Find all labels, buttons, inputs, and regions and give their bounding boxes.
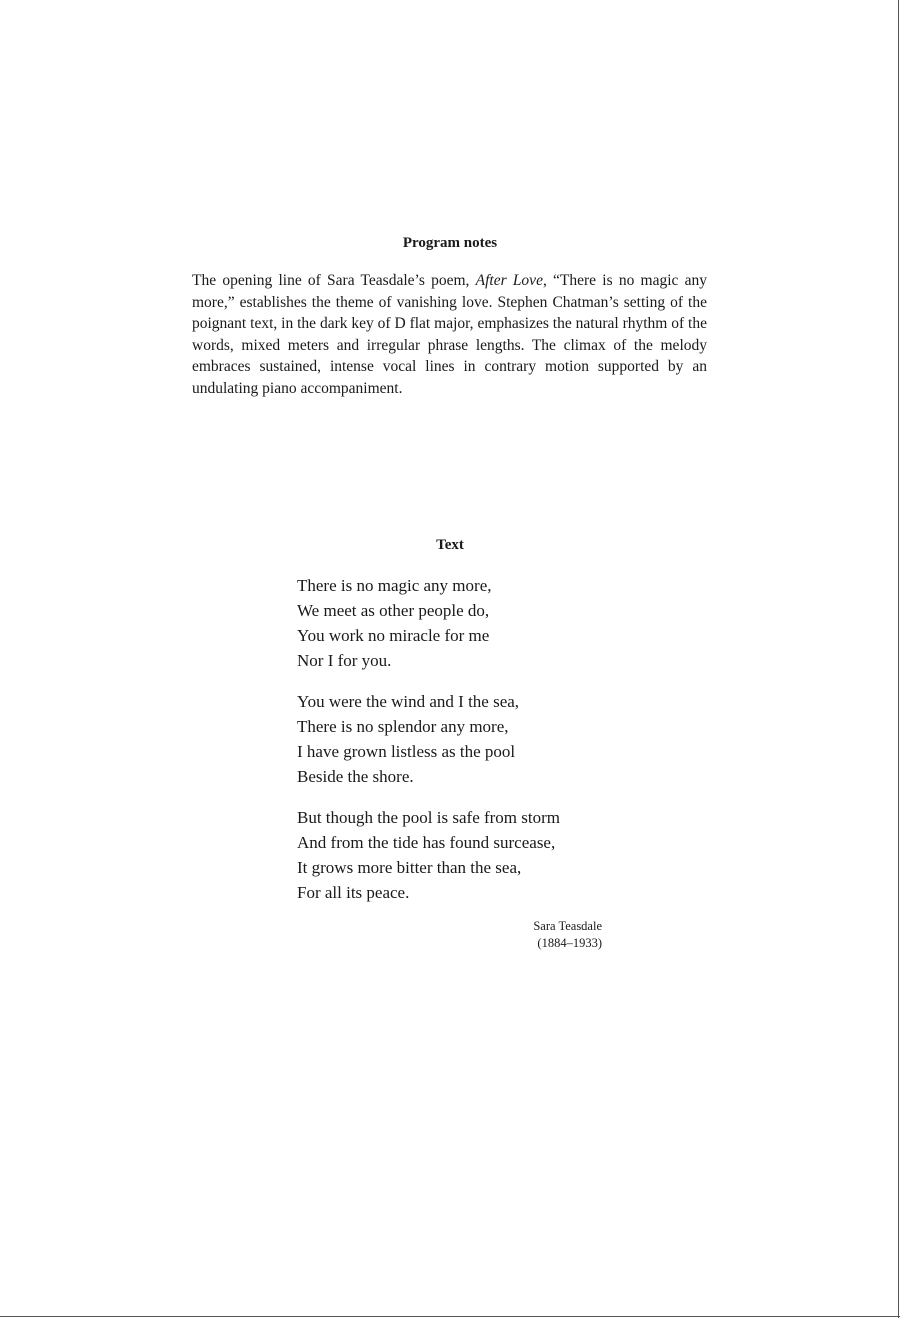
poem-line: It grows more bitter than the sea, [297, 858, 522, 877]
page-border-right [898, 0, 899, 1318]
poem-stanza-1 [297, 573, 637, 673]
poem [297, 573, 637, 921]
poem-attribution [460, 918, 602, 952]
poem-line: And from the tide has found surcease, [297, 833, 556, 852]
author-name: Sara Teasdale [533, 919, 602, 933]
poem-stanza-2 [297, 689, 637, 789]
poem-stanza-3 [297, 805, 637, 905]
text-heading: Text [436, 537, 464, 553]
poem-line: There is no splendor any more, [297, 717, 509, 736]
poem-line: I have grown listless as the pool [297, 742, 516, 761]
program-notes-heading: Program notes [402, 235, 498, 251]
poem-line: Nor I for you. [297, 651, 392, 670]
program-notes-paragraph [192, 270, 707, 400]
poem-line: Beside the shore. [297, 767, 414, 786]
poem-line: You were the wind and I the sea, [297, 692, 520, 711]
poem-line: But though the pool is safe from storm [297, 808, 561, 827]
poem-line: For all its peace. [297, 883, 410, 902]
program-notes-intro: The opening line of Sara Teasdale’s poem, [192, 272, 476, 289]
poem-line: You work no miracle for me [297, 626, 490, 645]
page-border-bottom [0, 1316, 900, 1317]
poem-title: After Love [475, 272, 543, 289]
author-dates: (1884–1933) [537, 936, 602, 950]
poem-line: There is no magic any more, [297, 576, 492, 595]
program-notes-body: , “There is no magic any more,” establishes the theme of vanishing love. Stephen Chatman’s setting of the poignant text, in the dark key of D flat major, emphasizes the natural rhythm of the words, mixed meters and irregular phrase lengths. The climax of the melody embraces sustained, intense vocal lines in contrary motion supported by an undulating piano accompaniment. [192, 272, 708, 397]
poem-line: We meet as other people do, [297, 601, 490, 620]
